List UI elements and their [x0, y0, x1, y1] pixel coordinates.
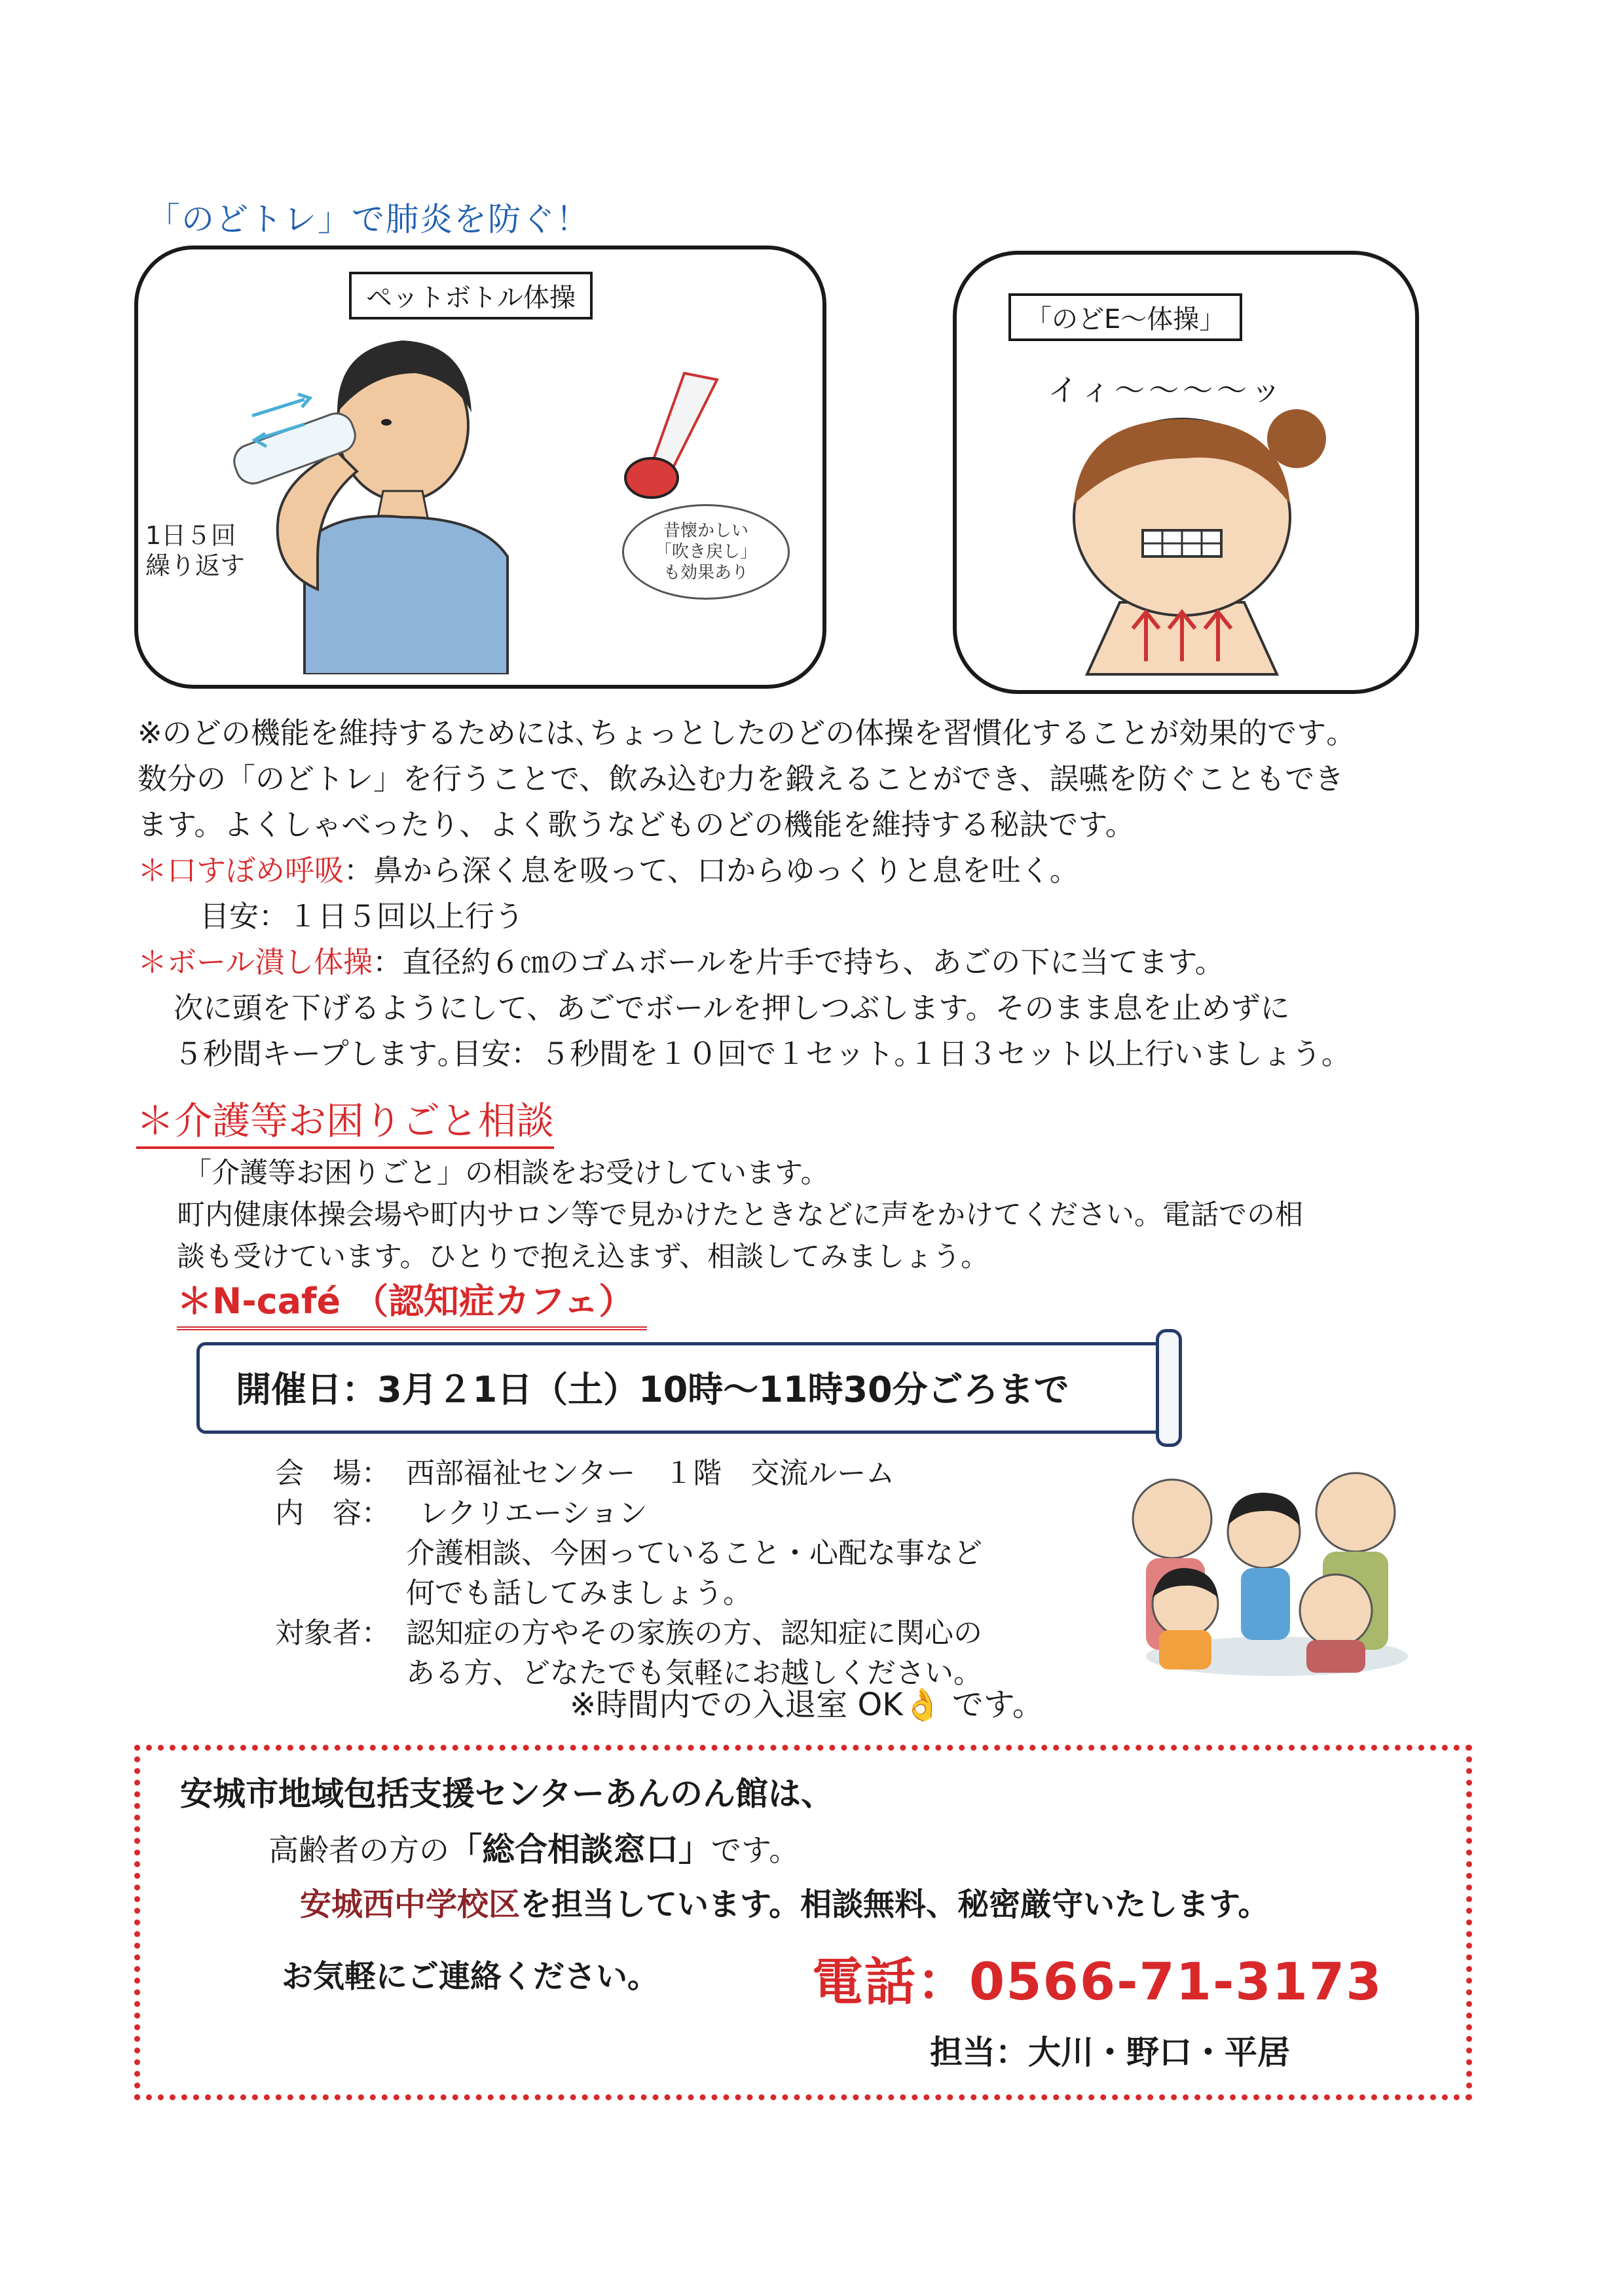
speech-bubble [622, 504, 790, 600]
entry-note-text: ※時間内での入退室 OK [570, 1686, 903, 1723]
consult-heading: ＊介護等お困りごと相談 [136, 1090, 554, 1149]
bubble-text: 昔懐かしい 「吹き戻し」 も効果あり [654, 521, 757, 583]
target-label: 対象者： [275, 1616, 390, 1650]
center-name-line: 安城市地域包括支援センターあんのん館は、 [180, 1775, 834, 1813]
consult-window-name: 「総合相談窓口」 [449, 1831, 711, 1868]
exercise-1 [138, 848, 1486, 894]
intro-line-1: ※のどの機能を維持するためには､ちょっとしたのどの体操を習慣化することが効果的です｡ [138, 716, 1341, 750]
section-title: 「のどトレ」で肺炎を防ぐ！ [147, 200, 590, 238]
exercise-2-line-3: ５秒間キープします｡目安：５秒間を１０回で１セット｡１日３セット以上行いましょう｡ [174, 1036, 1337, 1071]
nodo-e-label: 「のどE～体操」 [1008, 293, 1242, 341]
consult-window-prefix: 高齢者の方の [268, 1832, 449, 1868]
consult-window-line [268, 1823, 799, 1870]
district-line [300, 1879, 1269, 1924]
exercise-2-line-2: 次に頭を下げるようにして、あごでボールを押しつぶします。そのまま息を止めずに [174, 991, 1290, 1025]
exercise-1-goal: 目安：１日５回以上行う [200, 899, 525, 934]
consult-window-suffix: です。 [711, 1832, 800, 1868]
consult-paragraph [177, 1152, 1303, 1278]
pet-bottle-label: ペットボトル体操 [349, 272, 593, 319]
group-illustration [1113, 1460, 1421, 1676]
scroll-roll [1156, 1329, 1182, 1447]
consult-line-2: 町内健康体操会場や町内サロン等で見かけたときなどに声をかけてください。電話での相 [177, 1199, 1303, 1231]
intro-line-3: ます。よくしゃべったり、よく歌うなどものどの機能を維持する秘訣です。 [138, 807, 1135, 842]
exercise-2 [138, 939, 1486, 985]
repeat-count-note: 1日５回 繰り返す [145, 521, 246, 580]
exercise-2-title: ＊ボール潰し体操 [138, 945, 373, 979]
phone-number[interactable]: 電話：0566-71-3173 [812, 1953, 1383, 2012]
venue-label: 会 場： [275, 1457, 390, 1490]
content-label: 内 容： [275, 1497, 390, 1530]
consult-line-3: 談も受けています。ひとりで抱え込まず、相談してみましょう。 [177, 1241, 989, 1273]
entry-note [570, 1679, 1044, 1724]
consult-line-1: 「介護等お困りごと」の相談をお受けしています。 [183, 1157, 829, 1190]
entry-note-suffix: です。 [942, 1686, 1044, 1723]
nodo-e-illustration [969, 406, 1395, 681]
pet-bottle-illustration [141, 282, 815, 674]
contact-prompt: お気軽にご連絡ください。 [282, 1958, 659, 1995]
staff-names: 担当：大川・野口・平居 [930, 2033, 1290, 2071]
venue-value: 西部福祉センター １階 交流ルーム [406, 1457, 895, 1490]
content-line-1: レクリエーション [419, 1497, 648, 1530]
event-date: 開催日：3月２1日（土）10時～11時30分ごろまで [236, 1369, 1069, 1410]
intro-paragraph [138, 710, 1486, 1077]
exercise-1-title: ＊口すぼめ呼吸 [138, 853, 344, 888]
district-name: 安城西中学校区 [300, 1886, 521, 1923]
target-line-2: ある方、どなたでも気軽にお越しください。 [406, 1656, 982, 1690]
exercise-1-text: ：鼻から深く息を吸って、口からゆっくりと息を吐く。 [344, 853, 1079, 888]
cafe-heading: ＊N-café （認知症カフェ） [177, 1273, 647, 1330]
district-suffix: を担当しています。相談無料、秘密厳守いたします。 [520, 1886, 1270, 1923]
exercise-2-text: ：直径約６㎝のゴムボールを片手で持ち、あごの下に当てます。 [373, 945, 1225, 979]
target-line-1: 認知症の方やその家族の方、認知症に関心の [406, 1616, 982, 1650]
sound-effect-text: イィ〜〜〜〜ッ [1048, 373, 1285, 408]
ok-hand-icon: 👌 [902, 1686, 942, 1723]
intro-line-2: 数分の「のどトレ」を行うことで、飲み込む力を鍛えることができ、誤嚥を防ぐこともでき [138, 761, 1344, 796]
content-line-2: 介護相談、今困っていること・心配な事など [406, 1537, 982, 1570]
content-line-3: 何でも話してみましょう。 [406, 1576, 752, 1610]
